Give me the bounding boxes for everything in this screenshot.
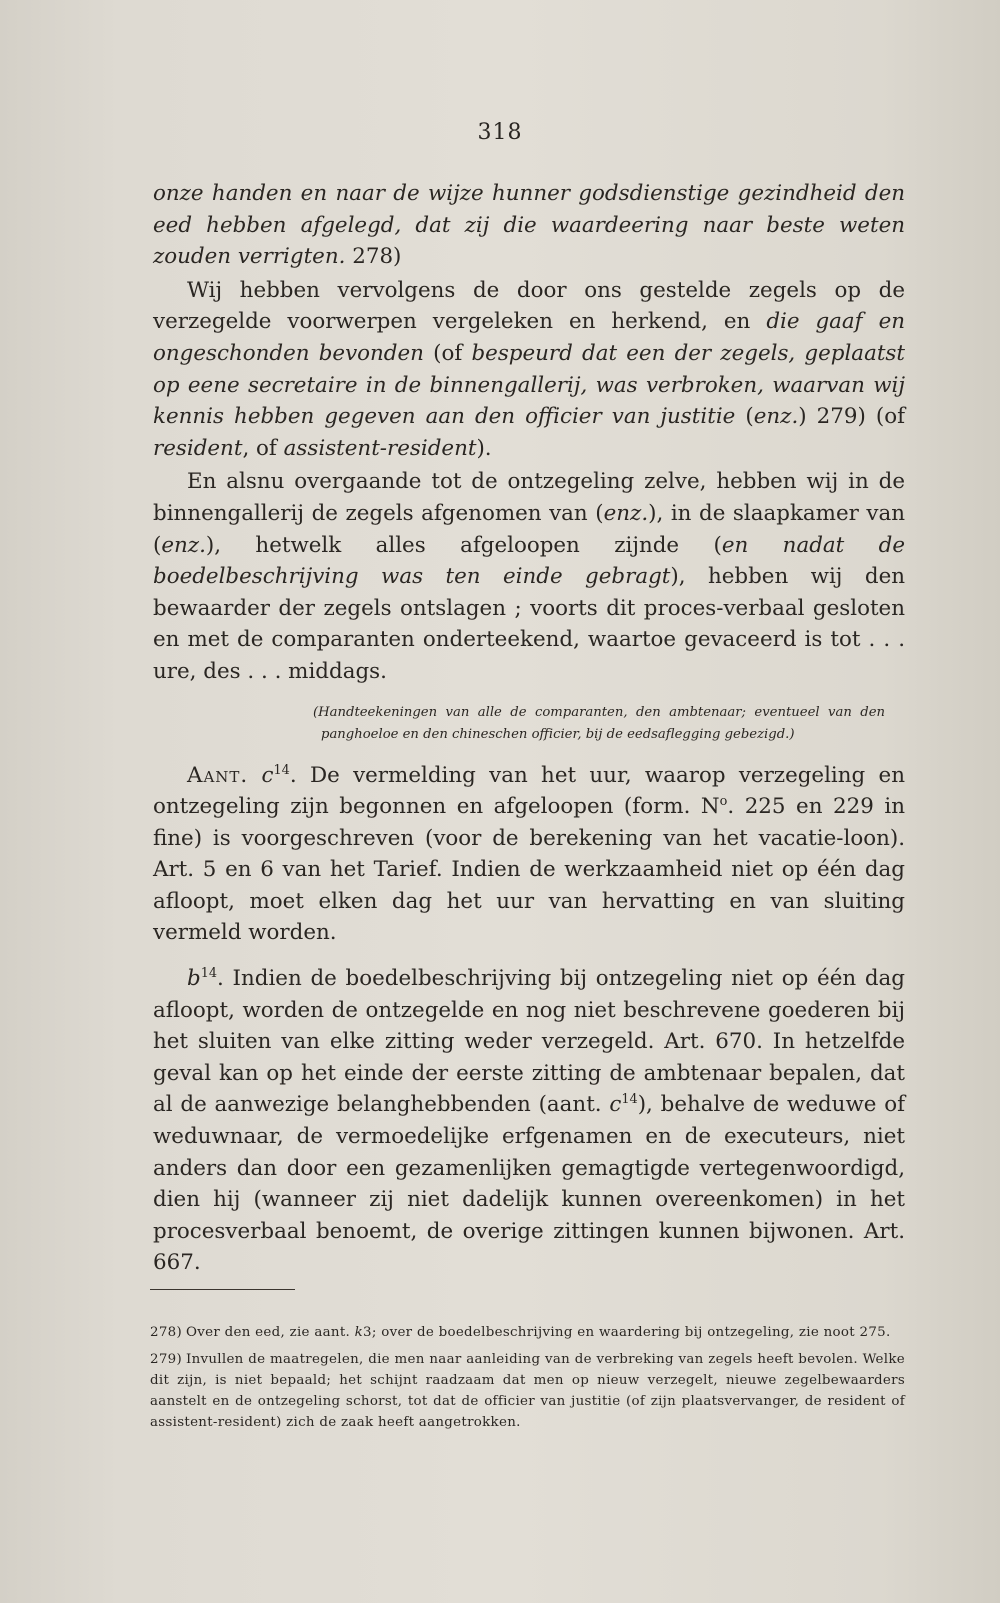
text-run: ), in de slaapkamer van ( <box>153 500 906 558</box>
footnote-279 <box>150 1349 905 1433</box>
annotation-ref: c <box>261 762 274 788</box>
text-run: (of <box>423 340 472 366</box>
text-run: ) 279) (of <box>798 404 906 430</box>
paragraph-annotation-b14 <box>153 963 905 1279</box>
footnote-ref-278: 278) <box>345 244 402 270</box>
footnote-mark: 279) <box>150 1352 182 1367</box>
footnote-278 <box>150 1322 905 1343</box>
annotation-ref-number: 14 <box>273 762 290 778</box>
text-run: 3; over de boedelbeschrijving en waardering bij ontzegeling, zie noot 275. <box>363 1325 891 1340</box>
italic-text: enz. <box>161 532 206 558</box>
italic-text: bespeurd dat een der zegels, geplaatst op eene secretaire in de binnengallerij, was verbroken, waarvan wij kennis hebben gegeven aan den officier van justitie <box>153 340 905 430</box>
italic-text: enz. <box>753 404 799 430</box>
annotation-ref-number: 14 <box>621 1092 638 1108</box>
text-run: . 225 en 229 in fine) is voorgeschreven (voor de berekening van het vacatie-loon). Art. 5 en 6 van het Tarief. Indien de werkzaamheid niet op één dag afloopt, moet elken dag het uur van hervatting en van sluiting vermeld worden. <box>153 794 905 946</box>
italic-text: die gaaf en ongeschonden bevonden <box>153 309 905 366</box>
footnotes <box>150 1322 905 1439</box>
text-run: ). <box>476 435 492 461</box>
paragraph-seal-verification <box>153 275 905 465</box>
superscript: o <box>719 793 728 809</box>
footnote-divider <box>150 1289 295 1290</box>
paragraph-oath-conclusion <box>153 178 905 273</box>
italic-text: enz. <box>603 500 649 526</box>
annotation-label: Aant. <box>187 762 249 788</box>
main-text <box>153 178 905 1279</box>
signature-note: (Handteekeningen van alle de comparanten, den ambtenaar; eventueel van den panghoeloe en den chineschen officier, bij de eedsaflegging gebezigd.) <box>313 704 885 742</box>
text-run: ( <box>735 404 754 430</box>
annotation-ref-number: 14 <box>200 965 218 981</box>
text-run: En alsnu overgaande tot de ontzegeling zelve, hebben wij in de binnengallerij de zegels afgenomen van ( <box>153 469 905 526</box>
text-run: ), hetwelk alles afgeloopen zijnde ( <box>205 532 722 558</box>
footnote-mark: 278) <box>150 1325 182 1340</box>
paragraph-annotation-c14 <box>153 760 905 950</box>
italic-text: en nadat de boedelbeschrijving was ten einde gebragt <box>153 532 905 590</box>
text-run: , of <box>242 435 284 461</box>
text-run: ), hebben wij den bewaarder der zegels ontslagen ; voorts dit proces-verbaal gesloten en met de comparanten onderteekend, waartoe gevaceerd is tot . . . ure, des . . . middags. <box>153 564 906 684</box>
italic-text: onze handen en naar de wijze hunner godsdienstige gezindheid den eed hebben afgelegd, dat zij die waardeering naar beste weten zouden verrigten. <box>153 181 905 270</box>
text-run: Over den eed, zie aant. <box>185 1325 355 1340</box>
paragraph-unsealing <box>153 466 905 687</box>
italic-text: assistent-resident <box>283 435 477 461</box>
annotation-ref: b <box>187 966 201 992</box>
text-run: ), behalve de weduwe of weduwnaar, de vermoedelijke erfgenamen en de executeurs, niet anders dan door een gezamenlijken gemagtigde vertegenwoordigd, dien hij (wanneer zij niet dadelijk kunnen overeenkomen) in het procesverbaal benoemt, de overige zittingen kunnen bijwonen. Art. 667. <box>153 1092 905 1276</box>
text-run: Invullen de maatregelen, die men naar aanleiding van de verbreking van zegels heeft bevolen. Welke dit zijn, is niet bepaald; het schijnt raadzaam dat men op nieuw verzegelt, nieuwe zegelbewaarders aanstelt en de ontzegeling schorst, tot dat de officier van justitie (of zijn plaatsvervanger, de resident of assistent-resident) zich de zaak heeft aangetrokken. <box>150 1352 905 1430</box>
page-number: 318 <box>477 120 523 145</box>
text-run: . De vermelding van het uur, waarop verzegeling en ontzegeling zijn begonnen en afgeloopen (form. N <box>153 762 905 820</box>
text-run: Wij hebben vervolgens de door ons gestelde zegels op de verzegelde voorwerpen vergeleken en herkend, en <box>153 277 905 335</box>
italic-text: k <box>354 1325 364 1340</box>
text-run: . Indien de boedelbeschrijving bij ontzegeling niet op één dag afloopt, worden de ontzegelde en nog niet beschrevene goederen bij het sluiten van elke zitting weder verzegeld. Art. 670. In hetzelfde geval kan op het einde der eerste zitting de ambtenaar bepalen, dat al de aanwezige belanghebbenden (aant. <box>153 966 905 1118</box>
italic-text: resident <box>153 435 243 461</box>
annotation-ref: c <box>609 1092 622 1118</box>
